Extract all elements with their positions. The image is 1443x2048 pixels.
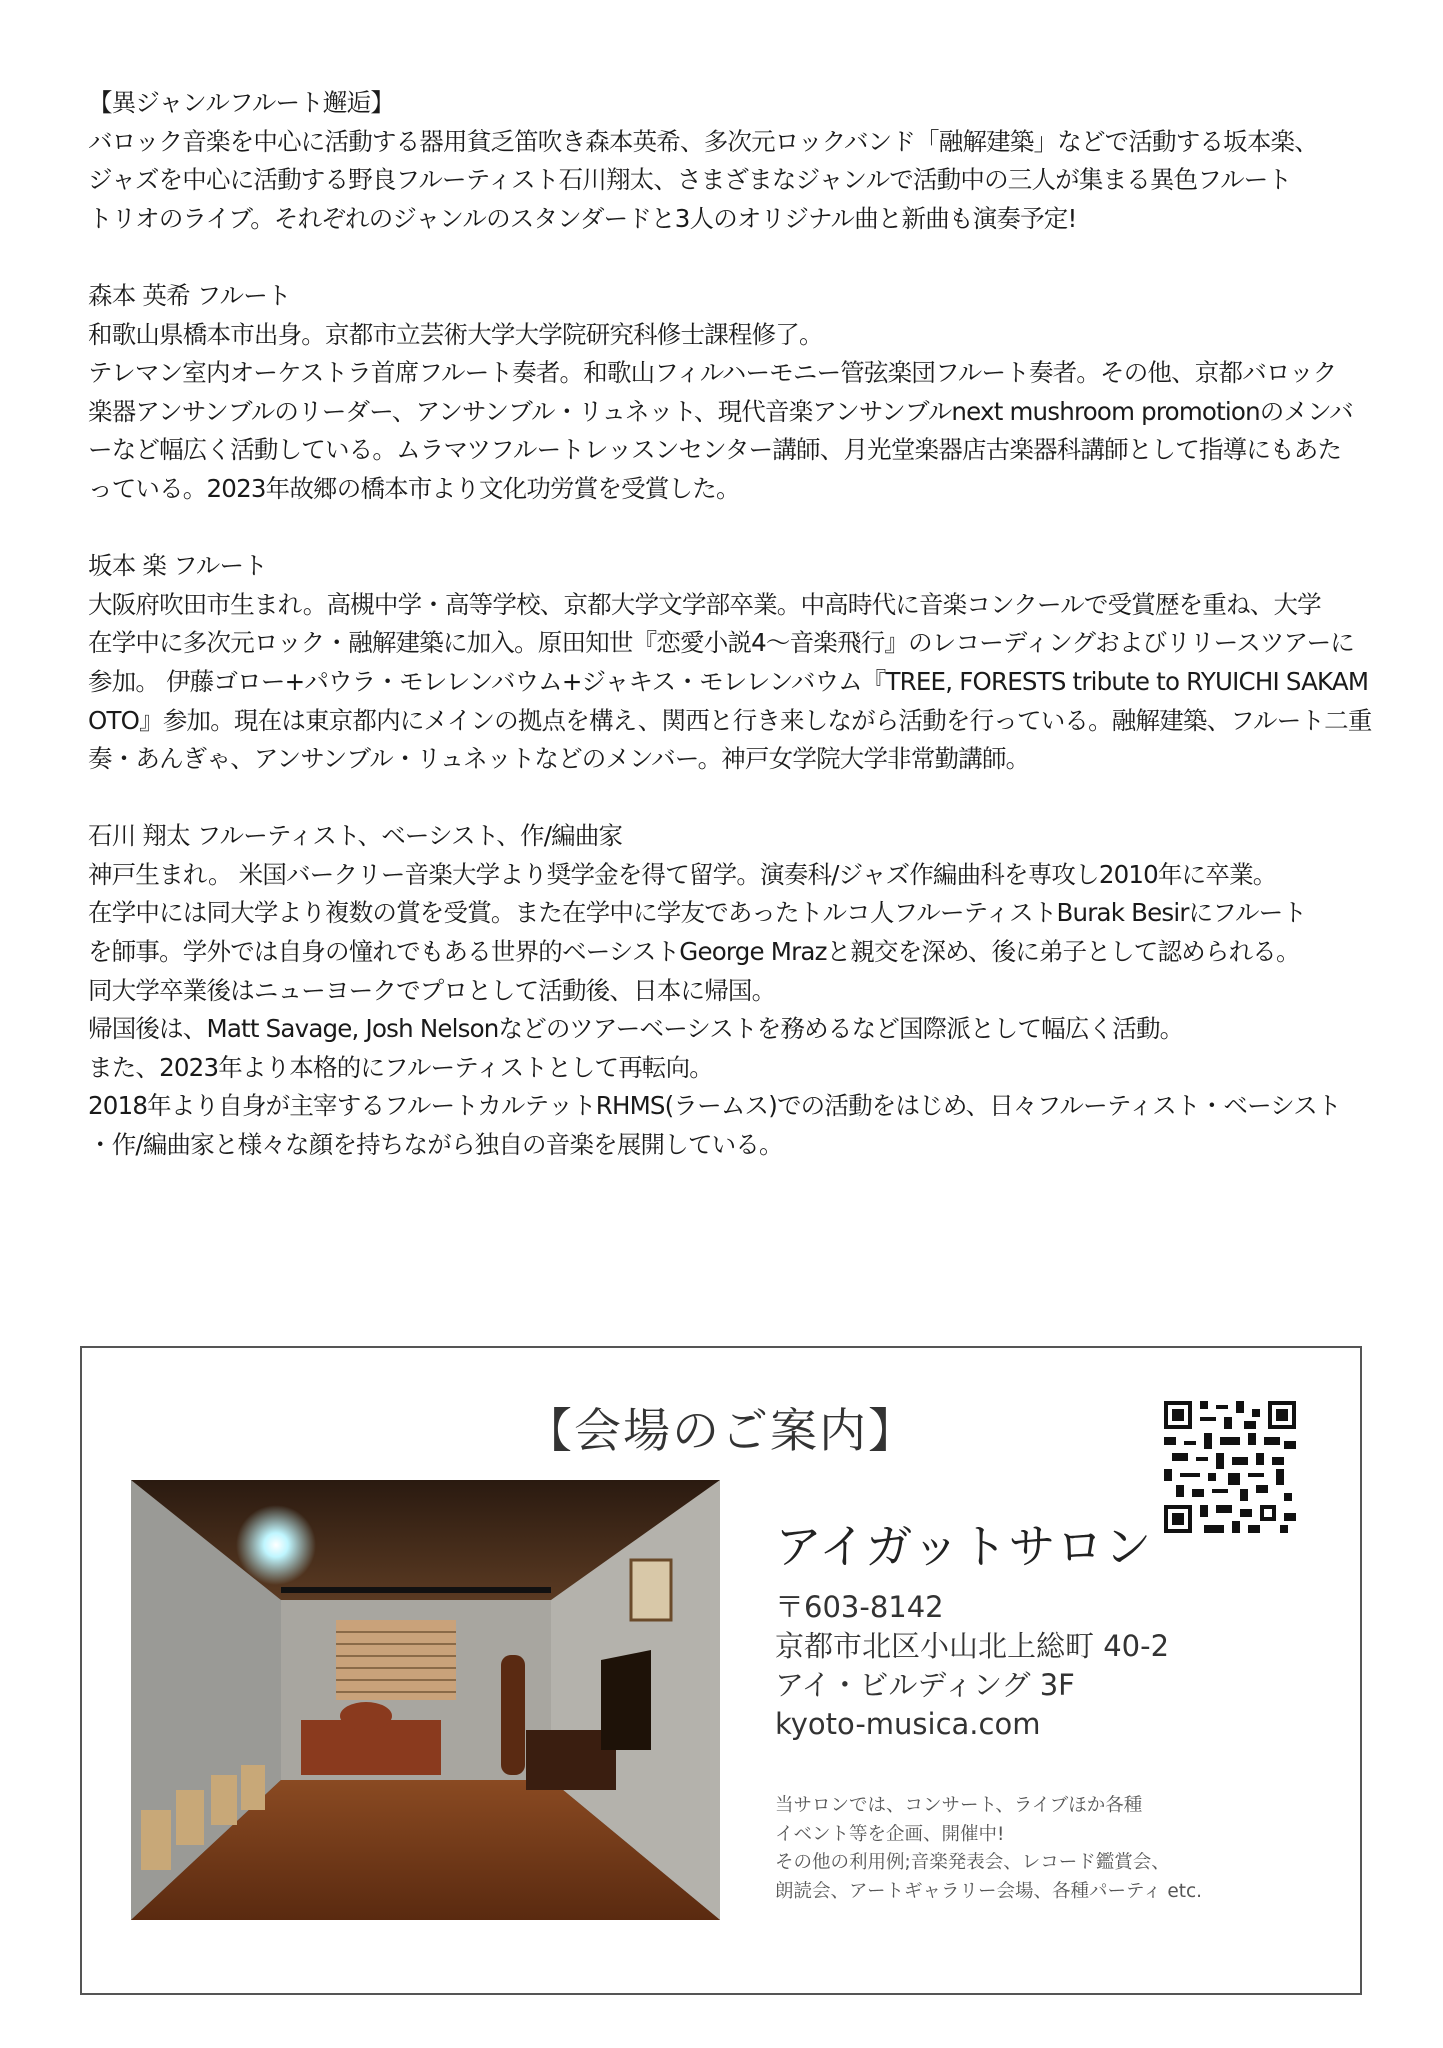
bio-line: 楽器アンサンブルのリーダー、アンサンブル・リュネット、現代音楽アンサンブルnext mushroom promotionのメンバ bbox=[88, 396, 1353, 426]
bio-line: また、2023年より本格的にフルーティストとして再転向。 bbox=[88, 1052, 714, 1082]
note-line: その他の利用例;音楽発表会、レコード鑑賞会、 bbox=[775, 1852, 1170, 1873]
body-text bbox=[88, 84, 1378, 1165]
bio-ishikawa bbox=[88, 817, 1378, 1164]
bio-line: ・作/編曲家と様々な顔を持ちながら独自の音楽を展開している。 bbox=[88, 1130, 783, 1160]
bio-line: っている。2023年故郷の橋本市より文化功労賞を受賞した。 bbox=[88, 473, 740, 503]
note-line: 当サロンでは、コンサート、ライブほか各種 bbox=[775, 1795, 1143, 1816]
venue-title: 【会場のご案内】 bbox=[525, 1404, 917, 1459]
address-building: アイ・ビルディング 3F bbox=[775, 1668, 1075, 1702]
bio-morimoto bbox=[88, 277, 1378, 509]
intro-section bbox=[88, 84, 1378, 238]
bio-sakamoto bbox=[88, 547, 1378, 779]
bio-line: テレマン室内オーケストラ首席フルート奏者。和歌山フィルハーモニー管弦楽団フルート奏者。その他、京都バロック bbox=[88, 358, 1337, 388]
bio-line: OTO』参加。現在は東京都内にメインの拠点を構え、関西と行き来しながら活動を行っている。融解建築、フルート二重 bbox=[88, 705, 1372, 735]
bio-line: ーなど幅広く活動している。ムラマツフルートレッスンセンター講師、月光堂楽器店古楽器科講師として指導にもあた bbox=[88, 435, 1342, 465]
postal-code: 〒603-8142 bbox=[775, 1590, 944, 1624]
bio-heading: 坂本 楽 フルート bbox=[88, 551, 267, 581]
bio-line: 大阪府吹田市生まれ。高槻中学・高等学校、京都大学文学部卒業。中高時代に音楽コンクールで受賞歴を重ね、大学 bbox=[88, 589, 1321, 619]
bio-line: 神戸生まれ。 米国バークリー音楽大学より奨学金を得て留学。演奏科/ジャズ作編曲科を専攻し2010年に卒業。 bbox=[88, 859, 1277, 889]
venue-website-link[interactable]: kyoto-musica.com bbox=[775, 1707, 1041, 1741]
bio-line: 参加。 伊藤ゴロー+パウラ・モレレンバウム+ジャキス・モレレンバウム『TREE, FORESTS tribute to RYUICHI SAKAM bbox=[88, 666, 1369, 696]
venue-info-box bbox=[80, 1346, 1362, 1995]
bio-line: を師事。学外では自身の憧れでもある世界的ベーシストGeorge Mrazと親交を深め、後に弟子として認められる。 bbox=[88, 937, 1300, 967]
qr-code-icon[interactable] bbox=[1164, 1401, 1296, 1533]
bio-line: 在学中に多次元ロック・融解建築に加入。原田知世『恋愛小説4〜音楽飛行』のレコーディングおよびリリースツアーに bbox=[88, 628, 1354, 658]
intro-line: ジャズを中心に活動する野良フルーティスト石川翔太、さまざまなジャンルで活動中の三人が集まる異色フルート bbox=[88, 165, 1292, 195]
note-line: 朗読会、アートギャラリー会場、各種パーティ etc. bbox=[775, 1880, 1203, 1902]
bio-line: 2018年より自身が主宰するフルートカルテットRHMS(ラームス)での活動をはじめ、日々フルーティスト・ベーシスト bbox=[88, 1091, 1341, 1121]
intro-line: トリオのライブ。それぞれのジャンルのスタンダードと3人のオリジナル曲と新曲も演奏予定! bbox=[88, 203, 1077, 233]
note-line: イベント等を企画、開催中! bbox=[775, 1823, 1005, 1845]
venue-note bbox=[775, 1792, 1202, 1906]
intro-line: バロック音楽を中心に活動する器用貧乏笛吹き森本英希、多次元ロックバンド「融解建築」などで活動する坂本楽、 bbox=[88, 126, 1318, 156]
address-line: 京都市北区小山北上総町 40-2 bbox=[775, 1629, 1170, 1663]
bio-line: 和歌山県橋本市出身。京都市立芸術大学大学院研究科修士課程修了。 bbox=[88, 319, 823, 349]
venue-address bbox=[775, 1588, 1169, 1744]
intro-heading: 【異ジャンルフルート邂逅】 bbox=[88, 88, 395, 117]
bio-heading: 森本 英希 フルート bbox=[88, 280, 291, 310]
bio-line: 在学中には同大学より複数の賞を受賞。また在学中に学友であったトルコ人フルーティストBurak Besirにフルート bbox=[88, 898, 1307, 928]
bio-line: 同大学卒業後はニューヨークでプロとして活動後、日本に帰国。 bbox=[88, 975, 776, 1005]
bio-line: 帰国後は、Matt Savage, Josh Nelsonなどのツアーベーシストを務めるなど国際派として幅広く活動。 bbox=[88, 1014, 1184, 1044]
salon-interior-photo bbox=[131, 1480, 720, 1920]
venue-name: アイガットサロン bbox=[775, 1520, 1153, 1575]
bio-line: 奏・あんぎゃ、アンサンブル・リュネットなどのメンバー。神戸女学院大学非常勤講師。 bbox=[88, 744, 1030, 774]
bio-heading: 石川 翔太 フルーティスト、ベーシスト、作/編曲家 bbox=[88, 821, 623, 851]
